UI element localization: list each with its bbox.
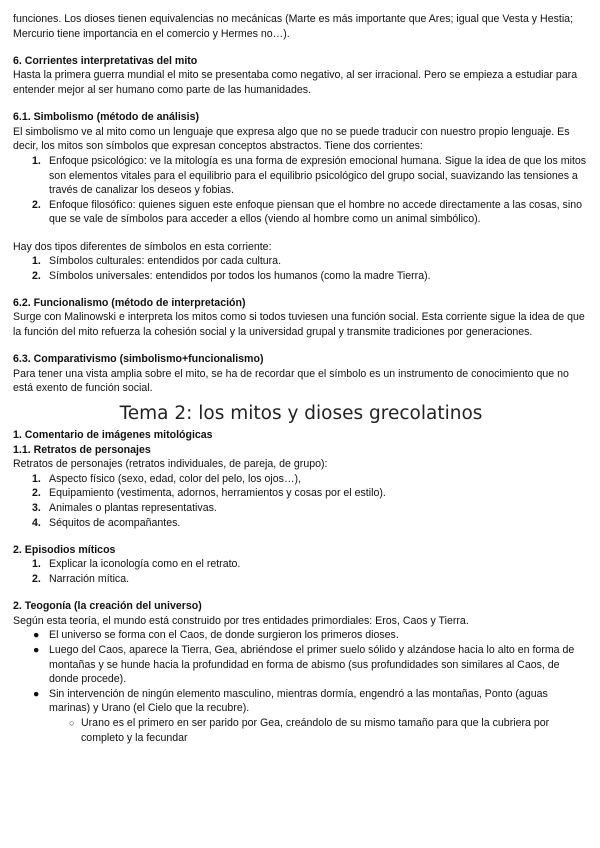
section-6-heading: 6. Corrientes interpretativas del mito [13, 54, 198, 67]
section-6-2-heading: 6.2. Funcionalismo (método de interpretación) [13, 296, 246, 309]
section-6-3-text: Para tener una vista amplia sobre el mito, se ha de recordar que el símbolo es un instrumento de conocimiento que no está exento de función social. [13, 367, 569, 395]
list-item: 4. Séquitos de acompañantes. [32, 516, 181, 529]
list-item: 1. Explicar la iconología como en el retrato. [32, 558, 241, 571]
episodes-list [13, 557, 589, 586]
bullet-icon: ● [33, 687, 40, 700]
portrait-list [13, 472, 589, 530]
list-item: 1. Enfoque psicológico: ve la mitología es una forma de expresión emocional humana. Sigue la idea de que los mitos son elementos vitales para el equilibrio para el equilibrio psicológico del grupo social, suavizando las tensiones a través de canalizar los deseos y fobias. [32, 154, 587, 197]
tema-2-section-1-heading: 1. Comentario de imágenes mitológicas [13, 429, 213, 442]
document-page [13, 12, 589, 745]
bullet-icon: ● [33, 643, 40, 656]
hollow-bullet-icon: ○ [69, 717, 75, 728]
teogonia-bullets [13, 628, 589, 716]
list-item: 1. Símbolos culturales: entendidos por cada cultura. [32, 255, 282, 268]
bullet-icon: ● [33, 629, 40, 642]
intro-paragraph: funciones. Los dioses tienen equivalencias no mecánicas (Marte es más importante que Ares; igual que Vesta y Hestia; Mercurio tiene importancia en el comercio y Hermes no…). [13, 13, 574, 40]
list-item: 2. Enfoque filosófico: quienes siguen este enfoque piensan que el hombre no accede directamente a las cosas, sino que se vale de símbolos para acceder a ellos (viendo al hombre como un animal simbólico). [32, 198, 582, 226]
tema-2-section-1-1-text: Retratos de personajes (retratos individuales, de pareja, de grupo): [13, 458, 328, 471]
list-item: 3. Animales o plantas representativas. [32, 502, 217, 514]
list-item: 2. Símbolos universales: entendidos por todos los humanos (como la madre Tierra). [32, 269, 431, 282]
list-item: 2. Narración mítica. [32, 572, 130, 585]
section-6-1-heading: 6.1. Simbolismo (método de análisis) [13, 111, 200, 124]
teogonia-text: Según esta teoría, el mundo está construido por tres entidades primordiales: Eros, Caos y Tierra. [13, 614, 469, 627]
section-6-2-text: Surge con Malinowski e interpreta los mitos como si todos tuviesen una función social. Esta corriente sigue la idea de que la función del mito refuerza la cohesión social y la universidad grupal y transmite tradiciones por generaciones. [13, 311, 585, 339]
list-item: 2. Equipamiento (vestimenta, adornos, herramientos y cosas por el estilo). [32, 487, 386, 500]
list-item: ● Sin intervención de ningún elemento masculino, mientras dormía, engendró a las montañas, Ponto (aguas marinas) y Urano (el Cielo que la recubre). [33, 687, 548, 715]
tema-2-title: Tema 2: los mitos y dioses grecolatinos [119, 403, 483, 425]
section-6-1-list [13, 154, 589, 227]
list-item: ● El universo se forma con el Caos, de donde surgieron los primeros dioses. [33, 629, 399, 642]
section-6-3-heading: 6.3. Comparativismo (simbolismo+funcionalismo) [13, 353, 264, 366]
tema-2-section-2-heading: 2. Episodios míticos [13, 543, 116, 556]
section-6-text: Hasta la primera guerra mundial el mito se presentaba como negativo, al ser irracional. Pero se empieza a estudiar para entender mejor al ser humano como parte de las humanidades. [13, 69, 578, 96]
list-item: ○ Urano es el primero en ser parido por Gea, creándolo de su mismo tamaño para que la cubriera por completo y la fecundar [69, 716, 550, 744]
list-item: ● Luego del Caos, aparece la Tierra, Gea, abriéndose el primer suelo sólido y alzándose hacia lo alto en forma de montañas y se hunde hacia la profundidad en forma de abismo (sus profundidades son similares al Caos, de donde procede). [33, 643, 575, 686]
teogonia-heading: 2. Teogonía (la creación del universo) [13, 600, 202, 613]
symbol-types-intro: Hay dos tipos diferentes de símbolos en esta corriente: [13, 240, 272, 253]
section-6-1-text: El simbolismo ve al mito como un lenguaje que expresa algo que no se puede traducir con nuestro propio lenguaje. Es decir, los mitos son símbolos que expresan conceptos abstractos. Tiene dos corrientes: [13, 125, 570, 153]
tema-2-section-1-1-heading: 1.1. Retratos de personajes [13, 443, 151, 456]
symbol-types-list [13, 254, 589, 283]
list-item: 1. Aspecto físico (sexo, edad, color del pelo, los ojos…), [32, 472, 302, 485]
teogonia-sub-bullets [13, 716, 589, 745]
